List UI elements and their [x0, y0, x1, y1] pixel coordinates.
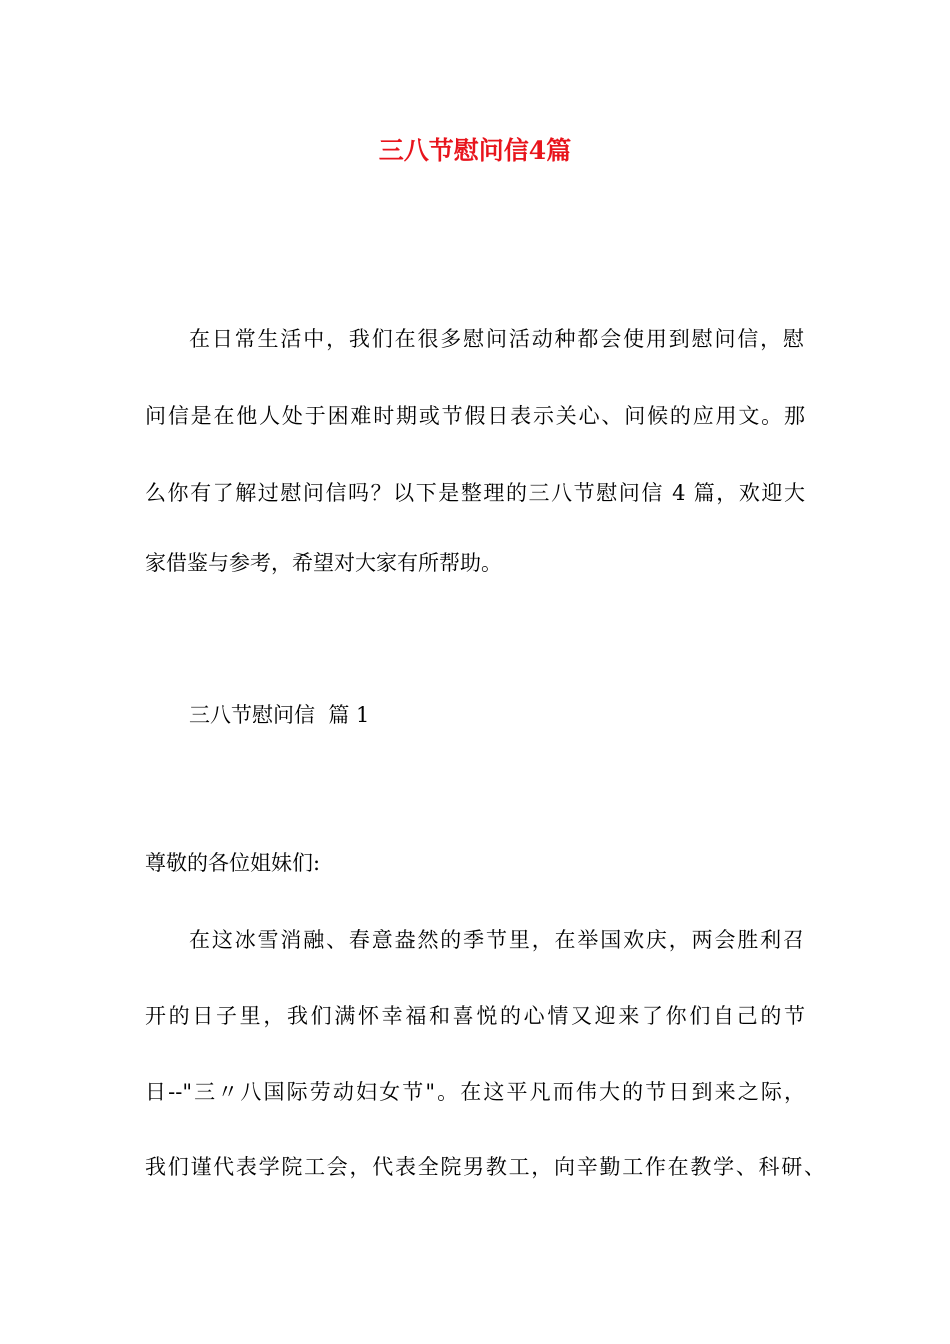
intro-line-4: 家借鉴与参考，希望对大家有所帮助。 [145, 551, 502, 575]
document-title: 三八节慰问信4篇 [378, 136, 572, 165]
body-line-3: 日--"三〃八国际劳动妇女节"。在这平凡而伟大的节日到来之际， [145, 1080, 805, 1104]
body-line-1: 在这冰雪消融、春意盎然的季节里，在举国欢庆，两会胜利召 [189, 928, 804, 952]
body-line-2: 开的日子里，我们满怀幸福和喜悦的心情又迎来了你们自己的节 [145, 1004, 805, 1028]
section-heading: 三八节慰问信 篇 1 [189, 703, 370, 727]
intro-line-1: 在日常生活中，我们在很多慰问活动种都会使用到慰问信，慰 [189, 327, 804, 351]
body-line-4: 我们谨代表学院工会，代表全院男教工，向辛勤工作在教学、科研、 [145, 1155, 825, 1179]
salutation: 尊敬的各位姐妹们: [145, 851, 321, 875]
intro-line-2: 问信是在他人处于困难时期或节假日表示关心、问候的应用文。那 [145, 404, 805, 428]
intro-line-3: 么你有了解过慰问信吗？以下是整理的三八节慰问信 4 篇，欢迎大 [145, 481, 805, 505]
